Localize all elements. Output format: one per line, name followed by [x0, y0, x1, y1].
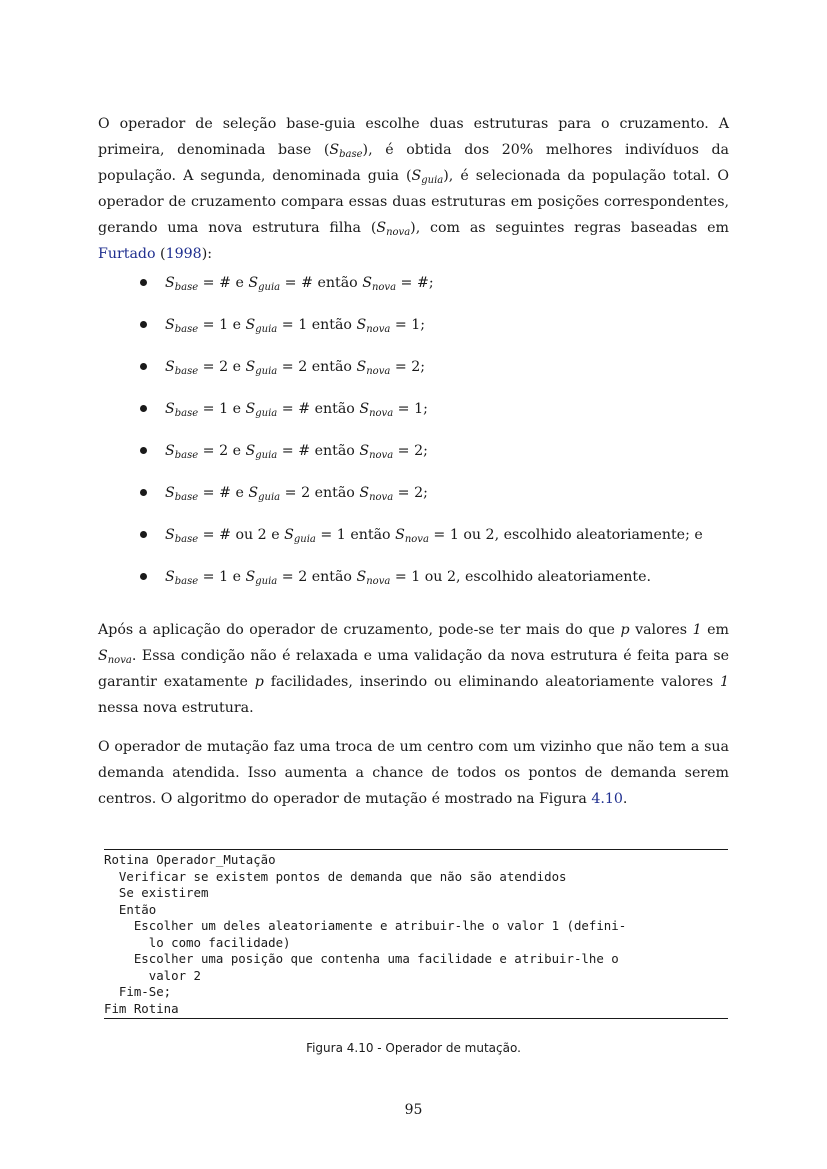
- math-subscript: guia: [255, 450, 278, 461]
- paragraph-mutation-operator: [98, 734, 729, 812]
- math-symbol: S: [245, 569, 256, 585]
- math-symbol: S: [165, 569, 175, 585]
- math-subscript: base: [174, 366, 199, 377]
- figure-reference-link[interactable]: 4.10: [591, 791, 623, 807]
- math-subscript: nova: [366, 366, 391, 377]
- math-operator: =: [198, 275, 220, 291]
- paragraph-text: ), é selecionada da população total. O operador de cruzamento compara essas duas estruturas em posições correspondentes, gerando uma nova estrutura filha (: [98, 168, 729, 236]
- math-symbol: S: [245, 317, 256, 333]
- math-symbol: S: [245, 359, 256, 375]
- math-symbol: S: [165, 359, 175, 375]
- rule-then: então: [345, 527, 396, 543]
- math-operator: =: [390, 359, 412, 375]
- rule-tail: , escolhido aleatoriamente.: [456, 569, 651, 585]
- math-subscript: guia: [258, 492, 281, 503]
- list-item: [135, 265, 735, 307]
- list-item: [135, 307, 735, 349]
- paragraph-text: . Essa condição não é relaxada e uma validação da nova estrutura é feita para se garantir exatamente: [98, 648, 729, 690]
- math-operator: =: [390, 317, 412, 333]
- math-operator: =: [277, 401, 299, 417]
- math-operator: =: [280, 485, 302, 501]
- paragraph-text: ):: [201, 246, 213, 262]
- math-symbol: S: [248, 275, 259, 291]
- math-operator: =: [390, 569, 412, 585]
- math-symbol: S: [359, 401, 370, 417]
- rule-nova-value: 1: [414, 401, 424, 417]
- math-operator: =: [198, 527, 220, 543]
- math-symbol: S: [356, 359, 367, 375]
- list-item: [135, 349, 735, 391]
- bullet-icon: [140, 405, 147, 412]
- rule-guia-value: #: [298, 443, 311, 459]
- rule-tail: ;: [423, 485, 428, 501]
- code-line: Fim-Se;: [104, 984, 172, 999]
- rule-nova-value: 1 ou 2: [449, 527, 495, 543]
- rule-guia-value: 1: [336, 527, 346, 543]
- bullet-icon: [140, 279, 147, 286]
- math-operator: =: [277, 359, 299, 375]
- citation-year-link[interactable]: 1998: [165, 246, 202, 262]
- rule-connector: e: [228, 401, 246, 417]
- rule-base-value: 1: [219, 401, 229, 417]
- rule-base-value: 1: [219, 569, 229, 585]
- math-operator: =: [428, 527, 450, 543]
- rule-then: então: [307, 317, 357, 333]
- rule-nova-value: #: [416, 275, 429, 291]
- math-symbol: S: [362, 275, 372, 291]
- math-subscript: nova: [369, 450, 394, 461]
- math-subscript: base: [174, 450, 199, 461]
- math-symbol: S: [356, 317, 367, 333]
- rule-connector: e: [230, 275, 249, 291]
- rule-nova-value: 2: [414, 443, 424, 459]
- math-subscript: guia: [255, 366, 278, 377]
- rule-nova-value: 2: [411, 359, 421, 375]
- math-symbol: 1: [719, 674, 730, 690]
- paragraph-text: facilidades, inserindo ou eliminando aleatoriamente valores: [263, 674, 720, 690]
- math-subscript: nova: [369, 492, 394, 503]
- math-symbol: S: [165, 275, 175, 291]
- code-line: Então: [104, 901, 157, 917]
- paragraph-text: em: [701, 622, 730, 638]
- crossover-rules-list: [135, 265, 735, 601]
- math-operator: =: [198, 359, 220, 375]
- rule-base-value: #: [219, 275, 231, 291]
- math-subscript: nova: [366, 324, 391, 335]
- math-symbol: S: [284, 527, 294, 543]
- rule-guia-value: 2: [301, 485, 311, 501]
- paragraph-text: Após a aplicação do operador de cruzamento, pode-se ter mais do que: [98, 622, 621, 638]
- rule-base-value: 1: [219, 317, 229, 333]
- rule-then: então: [307, 359, 357, 375]
- paragraph-crossover-validation: [98, 617, 729, 721]
- math-operator: =: [280, 275, 302, 291]
- bullet-icon: [140, 573, 147, 580]
- rule-guia-value: 1: [298, 317, 308, 333]
- list-item: [135, 391, 735, 433]
- math-symbol: 1: [692, 622, 702, 638]
- rule-nova-value: 1 ou 2: [411, 569, 456, 585]
- math-operator: =: [393, 401, 415, 417]
- math-subscript: nova: [107, 655, 132, 666]
- bullet-icon: [140, 363, 147, 370]
- rule-tail: ;: [420, 359, 426, 375]
- rule-base-value: # ou 2: [219, 527, 267, 543]
- bullet-icon: [140, 447, 147, 454]
- math-operator: =: [277, 317, 299, 333]
- list-item: [135, 433, 735, 475]
- math-operator: =: [393, 485, 415, 501]
- rule-connector: e: [228, 569, 246, 585]
- citation-author-link[interactable]: Furtado: [98, 246, 156, 262]
- rule-tail: , escolhido aleatoriamente; e: [494, 527, 703, 543]
- math-symbol: S: [359, 485, 370, 501]
- math-subscript: base: [174, 492, 199, 503]
- math-operator: =: [315, 527, 337, 543]
- math-operator: =: [198, 317, 220, 333]
- math-operator: =: [277, 569, 299, 585]
- rule-tail: ;: [420, 317, 426, 333]
- code-line: Verificar se existem pontos de demanda que não são atendidos: [104, 868, 567, 884]
- math-symbol: S: [165, 401, 175, 417]
- rule-guia-value: #: [298, 401, 311, 417]
- bullet-icon: [140, 531, 147, 538]
- math-operator: =: [198, 569, 220, 585]
- math-symbol: S: [329, 142, 340, 158]
- math-symbol: S: [376, 220, 387, 236]
- code-line: Escolher um deles aleatoriamente e atribuir-lhe o valor 1 (defini-: [104, 918, 627, 933]
- math-operator: =: [277, 443, 299, 459]
- code-line: Rotina Operador_Mutação: [104, 852, 276, 867]
- math-symbol: S: [165, 527, 175, 543]
- paragraph-selection-operator: [98, 111, 729, 267]
- rule-guia-value: 2: [298, 359, 308, 375]
- list-item: [135, 475, 735, 517]
- code-line: Fim Rotina: [104, 1000, 179, 1016]
- math-symbol: S: [98, 648, 108, 664]
- math-subscript: base: [174, 408, 199, 419]
- rule-tail: ;: [428, 275, 434, 291]
- rule-tail: ;: [423, 443, 428, 459]
- list-item: [135, 517, 735, 559]
- math-symbol: S: [395, 527, 405, 543]
- math-symbol: S: [245, 401, 256, 417]
- paragraph-text: nessa nova estrutura.: [98, 700, 254, 716]
- rule-then: então: [310, 443, 360, 459]
- rule-base-value: 2: [219, 359, 229, 375]
- rule-then: então: [312, 275, 363, 291]
- math-subscript: guia: [421, 175, 444, 186]
- rule-guia-value: #: [301, 275, 313, 291]
- math-subscript: base: [339, 149, 363, 160]
- math-operator: =: [198, 401, 220, 417]
- paragraph-text: ), é obtida dos 20% melhores indivíduos da população. A segunda, denominada guia (: [98, 142, 729, 184]
- math-subscript: guia: [258, 282, 281, 293]
- rule-connector: e: [228, 317, 246, 333]
- code-line: lo como facilidade): [104, 934, 291, 950]
- math-operator: =: [198, 485, 220, 501]
- math-symbol: S: [245, 443, 256, 459]
- math-operator: =: [393, 443, 415, 459]
- math-symbol: S: [165, 485, 175, 501]
- math-subscript: nova: [404, 534, 429, 545]
- rule-then: então: [310, 401, 360, 417]
- rule-nova-value: 2: [414, 485, 424, 501]
- math-symbol: S: [411, 168, 422, 184]
- math-subscript: nova: [369, 408, 394, 419]
- rule-then: então: [307, 569, 357, 585]
- rule-tail: ;: [423, 401, 428, 417]
- paragraph-text: (: [155, 246, 166, 262]
- paragraph-text: ), com as seguintes regras baseadas em: [410, 220, 729, 236]
- math-subscript: guia: [255, 408, 278, 419]
- math-operator: =: [198, 443, 220, 459]
- math-symbol: S: [359, 443, 370, 459]
- math-symbol: S: [356, 569, 367, 585]
- math-symbol: p: [254, 674, 264, 690]
- figure-caption: Figura 4.10 - Operador de mutação.: [306, 1041, 521, 1055]
- math-subscript: guia: [255, 576, 278, 587]
- math-subscript: guia: [255, 324, 278, 335]
- rule-connector: e: [228, 359, 246, 375]
- math-symbol: S: [165, 317, 175, 333]
- paragraph-text: O operador de seleção base-guia escolhe duas estruturas para o cruzamento. A primeira, denominada base (: [98, 116, 729, 158]
- math-subscript: base: [174, 282, 199, 293]
- rule-then: então: [310, 485, 360, 501]
- math-symbol: S: [248, 485, 259, 501]
- list-item: [135, 559, 735, 601]
- math-subscript: base: [174, 324, 199, 335]
- rule-connector: e: [230, 485, 249, 501]
- bullet-icon: [140, 489, 147, 496]
- rule-base-value: 2: [219, 443, 229, 459]
- math-symbol: p: [620, 622, 630, 638]
- rule-connector: e: [228, 443, 246, 459]
- rule-guia-value: 2: [298, 569, 308, 585]
- page-number: 95: [404, 1102, 423, 1118]
- rule-nova-value: 1: [411, 317, 421, 333]
- paragraph-text: O operador de mutação faz uma troca de um centro com um vizinho que não tem a sua demanda atendida. Isso aumenta a chance de todos os pontos de demanda serem centros. O algoritmo do operador de mutação é mostrado na Figura: [98, 739, 729, 807]
- math-subscript: nova: [371, 282, 397, 293]
- bullet-icon: [140, 321, 147, 328]
- math-subscript: guia: [293, 534, 316, 545]
- math-subscript: nova: [366, 576, 391, 587]
- code-line: Escolher uma posição que contenha uma facilidade e atribuir-lhe o: [104, 951, 619, 966]
- rule-connector: e: [266, 527, 285, 543]
- paragraph-text: .: [622, 791, 628, 807]
- code-line: valor 2: [104, 967, 201, 983]
- math-subscript: base: [174, 576, 199, 587]
- code-line: Se existirem: [104, 885, 209, 900]
- rule-base-value: #: [219, 485, 231, 501]
- math-symbol: S: [165, 443, 175, 459]
- paragraph-text: valores: [629, 622, 693, 638]
- algorithm-code-block: [104, 849, 728, 1019]
- math-operator: =: [396, 275, 417, 291]
- math-subscript: nova: [386, 227, 411, 238]
- math-subscript: base: [174, 534, 199, 545]
